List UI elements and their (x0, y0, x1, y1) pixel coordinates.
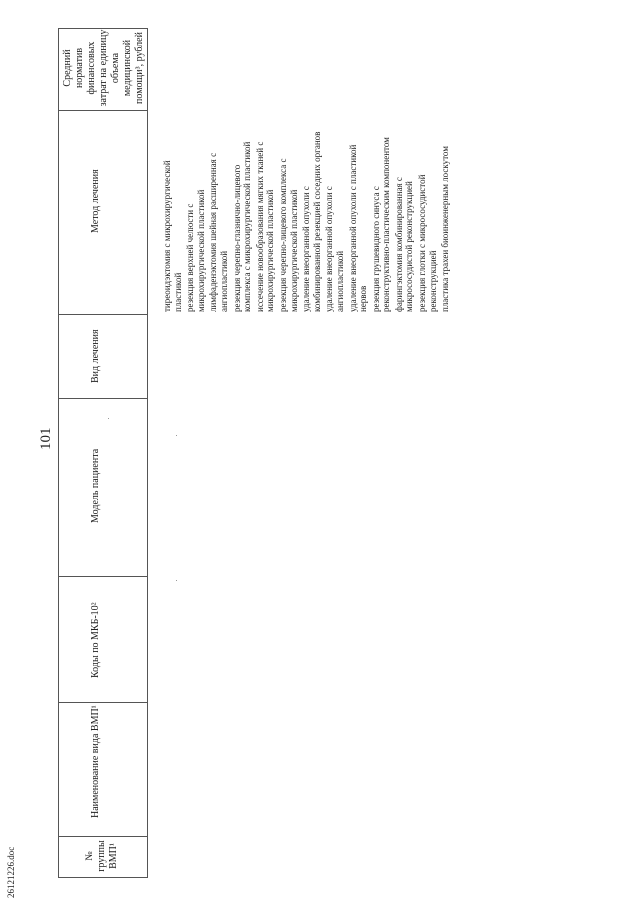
header-group-number: № группы ВМП¹ (84, 840, 119, 872)
header-patient-model: Модель пациента (90, 448, 101, 523)
header-divider (58, 398, 148, 399)
header-divider (58, 877, 148, 878)
header-divider (58, 702, 148, 703)
page-number: 101 (38, 427, 54, 450)
header-icd-codes: Коды по МКБ-10² (90, 602, 101, 678)
scan-speck (176, 580, 177, 581)
list-item: удаление внеорганной опухоли с ангиопластикой (324, 186, 345, 312)
table-header (58, 28, 148, 878)
table-border-right (147, 28, 148, 878)
list-item: удаление внеорганной опухоли с пластикой нервов (347, 144, 369, 312)
header-treatment-method: Метод лечения (90, 169, 101, 233)
list-item: тиреоидэктомия с микрохирургической пластикой (162, 160, 183, 312)
scan-speck (108, 418, 109, 419)
list-item: лимфаденэктомия шейная расширенная с ангиопластикой (208, 152, 229, 312)
scan-speck (176, 435, 177, 436)
list-item: резекция грушевидного синуса с реконструктивно-пластическим компонентом (370, 137, 392, 312)
table-border-left (58, 28, 59, 878)
list-item: резекция верхней челюсти с микрохирургической пластикой (185, 189, 206, 312)
header-vmp-name: Наименование вида ВМП¹ (90, 705, 101, 818)
list-item: резекция глотки с микрососудистой реконструкцией (417, 174, 438, 312)
list-item: резекция черепно-лицевого комплекса с микрохирургической пластикой (277, 158, 299, 312)
header-divider (58, 314, 148, 315)
header-avg-cost: Средний норматив финансовых затрат на единицу объема медицинской помощи³, рублей (62, 29, 145, 107)
list-item: фарингэктомия комбинированная с микрососудистой реконструкцией (393, 177, 415, 312)
document-code: 26121226.doc (6, 846, 16, 898)
list-item: пластика трахеи биоинженерным лоскутом (440, 146, 451, 312)
header-treatment-type: Вид лечения (90, 329, 101, 383)
header-divider (58, 110, 148, 111)
list-item: резекция черепно-глазнично-лицевого комплекса с микрохирургической пластикой (231, 141, 253, 312)
list-item: удаление внеорганной опухоли с комбинированной резекцией соседних органов (301, 131, 322, 312)
header-divider (58, 576, 148, 577)
list-item: иссечение новообразования мягких тканей с микрохирургической пластикой (254, 141, 276, 312)
